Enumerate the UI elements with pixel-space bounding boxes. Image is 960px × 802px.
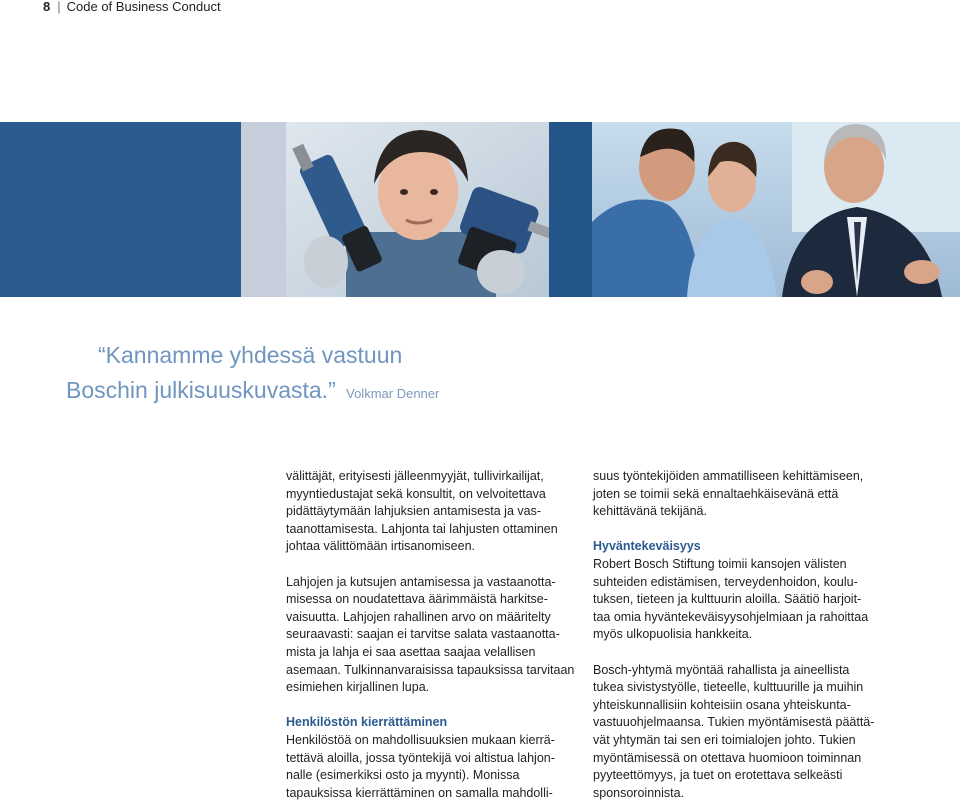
paragraph [593, 662, 893, 802]
text-line: tapauksissa kierrättäminen on samalla mahdolli- [286, 785, 553, 800]
text-line: vät yhtymän tai sen eri toimialojen johto. Tukien [593, 732, 856, 747]
text-line: myyntiedustajat sekä konsultit, on velvoitettava [286, 486, 546, 501]
text-line: tettävä aloilla, jossa työntekijä voi altistua lahjon- [286, 750, 555, 765]
quote-line-2-text: Boschin julkisuuskuvasta.” [66, 377, 336, 403]
text-line: esimiehen kirjallinen lupa. [286, 680, 430, 695]
text-line: myös ulkopuolisia hankkeita. [593, 627, 753, 642]
text-line: Henkilöstöä on mahdollisuuksien mukaan kierrä- [286, 732, 555, 747]
text-line: välittäjät, erityisesti jälleenmyyjät, tullivirkailijat, [286, 469, 544, 483]
text-line: myöntämisessä on otettava huomioon toiminnan [593, 750, 862, 765]
text-line: misessa on noudatettava äärimmäistä harkitse- [286, 592, 548, 607]
text-line: taa omia hyväntekeväisyysohjelmiaan ja rahoittaa [593, 609, 869, 624]
text-line: sponsoroinnista. [593, 785, 685, 800]
business-meeting-photo [592, 122, 960, 297]
text-line: suus työntekijöiden ammatilliseen kehittämiseen, [593, 469, 864, 483]
text-line: Bosch-yhtymä myöntää rahallista ja aineellista [593, 662, 850, 677]
pull-quote [66, 338, 439, 411]
section-heading: Henkilöstön kierrättäminen [286, 715, 448, 730]
text-line: Lahjojen ja kutsujen antamisessa ja vastaanotta- [286, 574, 556, 589]
paragraph [593, 468, 893, 521]
text-line: asemaan. Tulkinnanvaraisissa tapauksissa tarvitaan [286, 662, 575, 677]
text-line: Robert Bosch Stiftung toimii kansojen välisten [593, 556, 847, 571]
document-title: Code of Business Conduct [66, 0, 221, 14]
right-text-column [593, 468, 893, 802]
blue-color-band [0, 122, 241, 297]
text-line: taanottamisesta. Lahjonta tai lahjusten ottaminen [286, 521, 558, 536]
section-heading: Hyväntekeväisyys [593, 539, 701, 554]
page-number: 8 [43, 0, 51, 14]
text-line: pyyteettömyys, ja tuet on erotettava selkeästi [593, 768, 843, 783]
paragraph [286, 574, 576, 697]
text-line: suhteiden edistämisen, terveydenhoidon, koulu- [593, 574, 858, 589]
text-line: seuraavasti: saajan ei tarvitse salata vastaanotta- [286, 627, 560, 642]
paragraph [286, 732, 576, 802]
text-line: tuksen, tieteen ja kulttuurin aloilla. Säätiö harjoit- [593, 592, 862, 607]
quote-line-1: “Kannamme yhdessä vastuun [98, 342, 403, 368]
dark-blue-color-band [549, 122, 592, 297]
text-line: johtaa välittömään irtisanomiseen. [286, 539, 475, 554]
quote-line-2 [66, 373, 439, 411]
quote-author: Volkmar Denner [346, 386, 440, 401]
text-line: vaisuutta. Lahjojen rahallinen arvo on määritelty [286, 609, 551, 624]
light-color-band [241, 122, 286, 297]
text-line: nalle (esimerkiksi osto ja myynti). Monissa [286, 768, 520, 783]
text-line: joten se toimii sekä ennaltaehkäisevänä että [593, 486, 839, 501]
text-line: tukea sivistystyölle, tieteelle, kulttuurille ja muihin [593, 680, 864, 695]
page-header [43, 0, 221, 14]
text-line: pidättäytymään lahjuksien antamisesta ja vas- [286, 504, 541, 519]
left-text-column [286, 468, 576, 802]
text-line: yhteiskunnallisiin kohteisiin osana yhteiskunta- [593, 697, 851, 712]
text-line: kehittävänä tekijänä. [593, 504, 707, 519]
paragraph [593, 556, 893, 644]
header-separator: | [57, 0, 61, 14]
text-line: mista ja lahja ei saa asettaa saajaa velallisen [286, 644, 536, 659]
text-line: vastuuohjelmaansa. Tukien myöntämisestä päättä- [593, 715, 875, 730]
woman-holding-drill-photo [286, 122, 549, 297]
paragraph [286, 468, 576, 556]
